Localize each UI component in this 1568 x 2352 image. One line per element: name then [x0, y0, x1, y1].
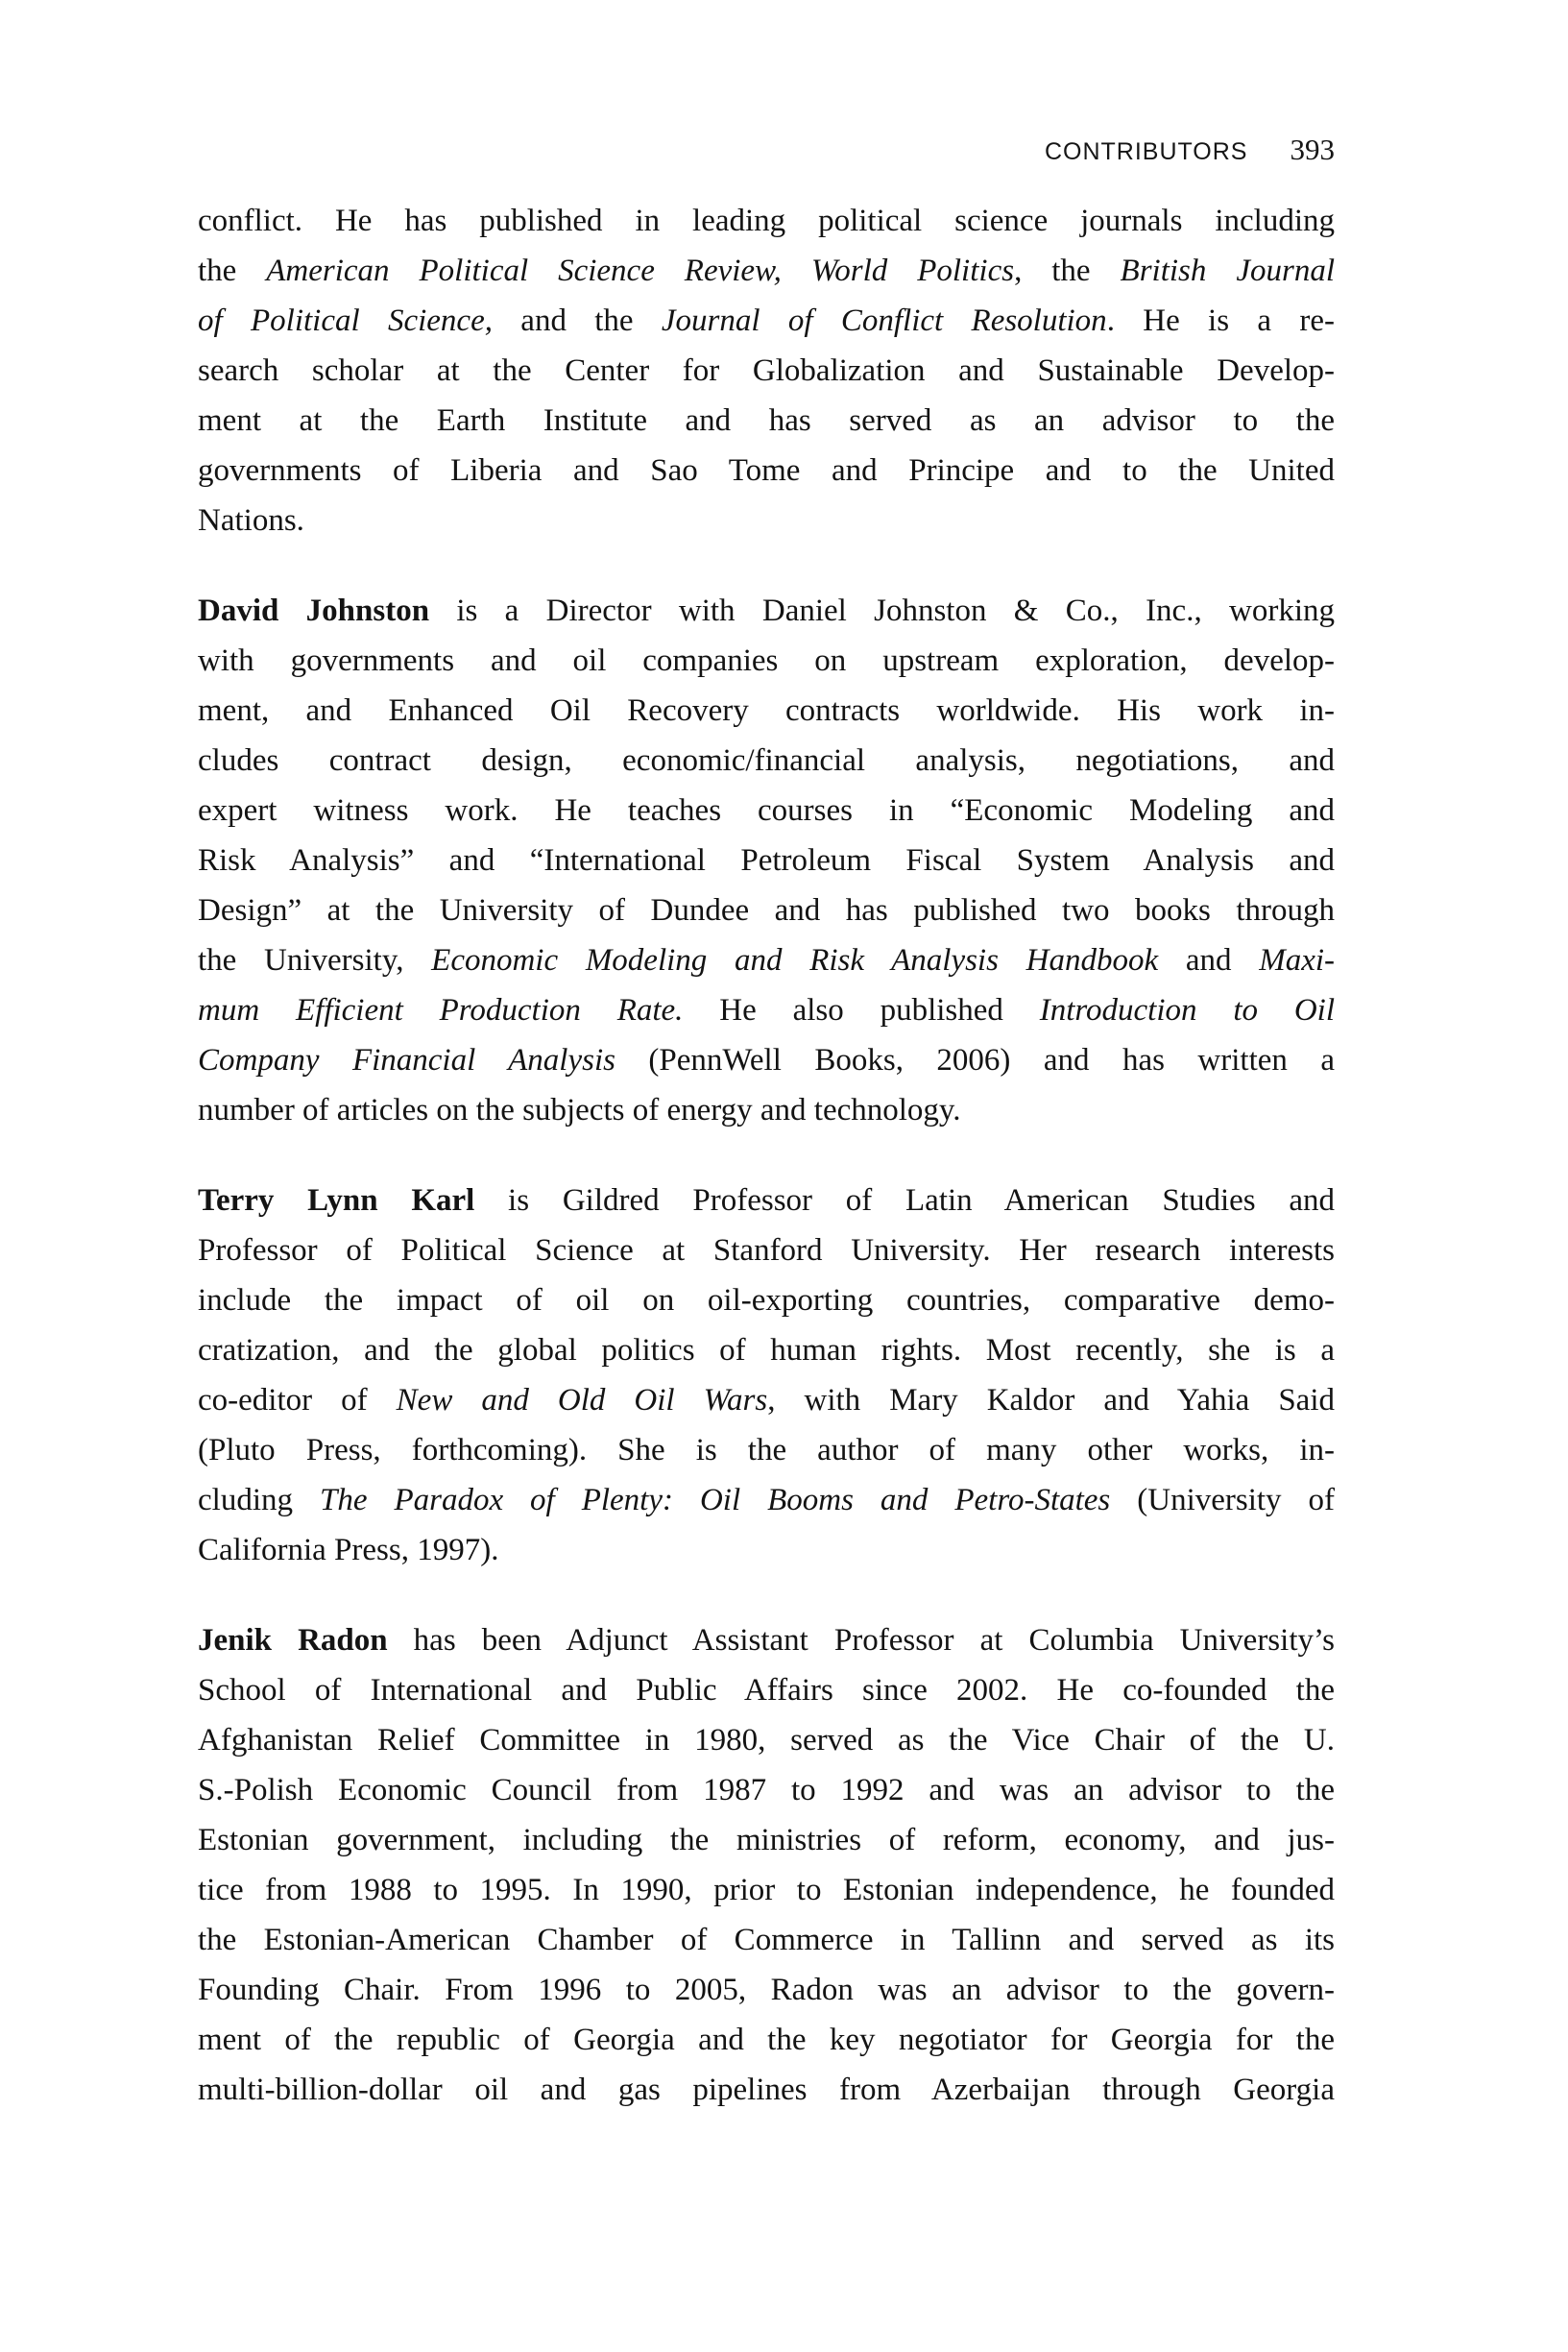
page-body [198, 196, 1335, 2155]
text-segment: ment, and Enhanced Oil Recovery contracts worldwide. His work in- [198, 693, 1335, 728]
text-line [198, 1275, 1335, 1325]
text-segment: British Journal [1120, 254, 1335, 288]
text-line [198, 1615, 1335, 1665]
text-segment: cluding [198, 1483, 320, 1517]
text-segment: Afghanistan Relief Committee in 1980, served as the Vice Chair of the U. [198, 1723, 1335, 1758]
text-line [198, 1375, 1335, 1425]
page-number: 393 [1290, 133, 1335, 166]
text-line [198, 1325, 1335, 1375]
text-segment: Terry Lynn Karl [198, 1183, 475, 1218]
running-header [198, 133, 1335, 167]
text-segment: Design” at the University of Dundee and has published two books through [198, 893, 1335, 928]
text-line [198, 1035, 1335, 1085]
text-segment: and [1158, 943, 1260, 978]
text-segment: cratization, and the global politics of human rights. Most recently, she is a [198, 1333, 1335, 1368]
text-line [198, 1865, 1335, 1915]
text-segment: . He is a re- [1106, 303, 1335, 338]
text-segment: American Political Science Review, World Politics [266, 254, 1015, 288]
text-segment: cludes contract design, economic/financial analysis, negotiations, and [198, 743, 1335, 778]
text-line [198, 1225, 1335, 1275]
text-segment: and the [492, 303, 662, 338]
text-line [198, 1915, 1335, 1965]
text-line [198, 1665, 1335, 1715]
paragraph [198, 586, 1335, 1135]
text-line [198, 1765, 1335, 1815]
text-segment: Nations. [198, 503, 304, 538]
text-line [198, 736, 1335, 786]
text-line [198, 1475, 1335, 1525]
text-segment: multi-billion-dollar oil and gas pipelines from Azerbaijan through Georgia [198, 2073, 1335, 2107]
text-segment: California Press, 1997). [198, 1533, 499, 1567]
text-segment: mum Efficient Production Rate. [198, 993, 684, 1028]
text-line [198, 246, 1335, 296]
text-segment: (University of [1110, 1483, 1335, 1517]
text-segment: Professor of Political Science at Stanford University. Her research interests [198, 1233, 1335, 1268]
text-segment: has been Adjunct Assistant Professor at Columbia University’s [387, 1623, 1335, 1658]
text-line [198, 1715, 1335, 1765]
text-line [198, 885, 1335, 935]
text-line [198, 985, 1335, 1035]
text-line [198, 1525, 1335, 1575]
text-segment: New and Old Oil Wars [396, 1383, 768, 1418]
running-header-section-label: CONTRIBUTORS [1044, 138, 1248, 165]
text-segment: Company Financial Analysis [198, 1043, 615, 1078]
text-segment: search scholar at the Center for Globalization and Sustainable Develop- [198, 353, 1335, 388]
text-segment: Jenik Radon [198, 1623, 388, 1658]
text-line [198, 1965, 1335, 2015]
text-line [198, 1425, 1335, 1475]
text-line [198, 836, 1335, 885]
text-line [198, 446, 1335, 496]
text-segment: Economic Modeling and Risk Analysis Handbook [431, 943, 1159, 978]
text-segment: , the [1014, 254, 1121, 288]
text-segment: the [198, 254, 267, 288]
text-segment: Maxi- [1259, 943, 1335, 978]
text-segment: School of International and Public Affairs since 2002. He co-founded the [198, 1673, 1335, 1708]
text-segment: with governments and oil companies on upstream exploration, develop- [198, 643, 1335, 678]
paragraph [198, 1615, 1335, 2115]
text-line [198, 346, 1335, 396]
text-segment: , with Mary Kaldor and Yahia Said [767, 1383, 1335, 1418]
text-segment: tice from 1988 to 1995. In 1990, prior to Estonian independence, he founded [198, 1873, 1335, 1907]
text-line [198, 1815, 1335, 1865]
paragraph [198, 1176, 1335, 1575]
text-segment: (PennWell Books, 2006) and has written a [615, 1043, 1335, 1078]
text-line [198, 686, 1335, 736]
text-segment: Introduction to Oil [1039, 993, 1335, 1028]
text-line [198, 935, 1335, 985]
text-line [198, 636, 1335, 686]
text-line [198, 496, 1335, 546]
text-segment: Journal of Conflict Resolution [661, 303, 1107, 338]
text-segment: S.-Polish Economic Council from 1987 to 1992 and was an advisor to the [198, 1773, 1335, 1807]
text-line [198, 786, 1335, 836]
text-segment: The Paradox of Plenty: Oil Booms and Petro-States [319, 1483, 1111, 1517]
text-segment: include the impact of oil on oil-exporting countries, comparative demo- [198, 1283, 1335, 1318]
text-segment: governments of Liberia and Sao Tome and Principe and to the United [198, 453, 1335, 488]
text-segment: He also published [683, 993, 1040, 1028]
text-segment: the University, [198, 943, 432, 978]
text-segment: ment at the Earth Institute and has served as an advisor to the [198, 403, 1335, 438]
text-segment: of Political Science, [198, 303, 493, 338]
text-segment: Estonian government, including the ministries of reform, economy, and jus- [198, 1823, 1335, 1857]
text-segment: conflict. He has published in leading political science journals including [198, 204, 1335, 238]
text-segment: Founding Chair. From 1996 to 2005, Radon was an advisor to the govern- [198, 1973, 1335, 2007]
text-segment: David Johnston [198, 594, 430, 628]
text-segment: the Estonian-American Chamber of Commerce in Tallinn and served as its [198, 1923, 1335, 1957]
text-line [198, 1085, 1335, 1135]
text-line [198, 586, 1335, 636]
text-segment: co-editor of [198, 1383, 397, 1418]
text-segment: is a Director with Daniel Johnston & Co., Inc., working [429, 594, 1335, 628]
paragraph [198, 196, 1335, 546]
text-segment: expert witness work. He teaches courses in “Economic Modeling and [198, 793, 1335, 828]
text-line [198, 196, 1335, 246]
text-line [198, 2065, 1335, 2115]
text-segment: is Gildred Professor of Latin American Studies and [474, 1183, 1335, 1218]
text-line [198, 396, 1335, 446]
text-segment: number of articles on the subjects of energy and technology. [198, 1093, 961, 1128]
text-line [198, 296, 1335, 346]
text-segment: ment of the republic of Georgia and the key negotiator for Georgia for the [198, 2023, 1335, 2057]
text-line [198, 1176, 1335, 1225]
text-segment: Risk Analysis” and “International Petroleum Fiscal System Analysis and [198, 843, 1335, 878]
text-line [198, 2015, 1335, 2065]
text-segment: (Pluto Press, forthcoming). She is the author of many other works, in- [198, 1433, 1335, 1467]
